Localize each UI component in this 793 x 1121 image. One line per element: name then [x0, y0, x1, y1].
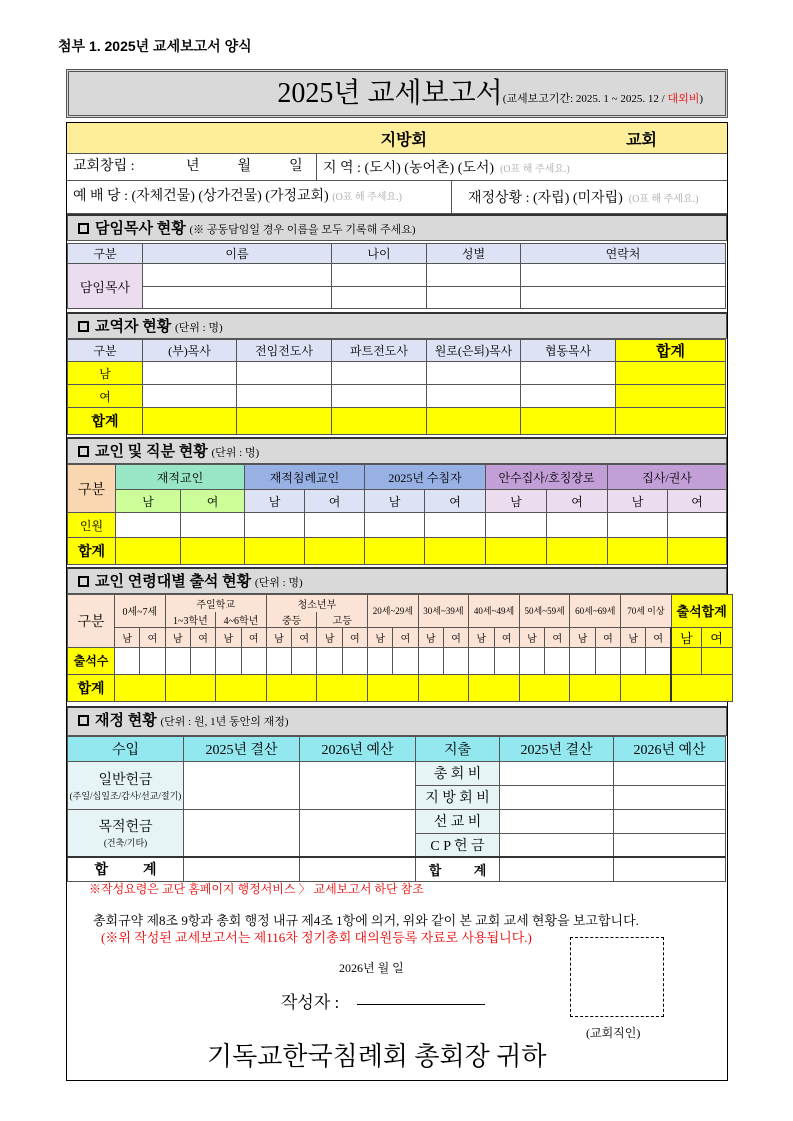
female-header: 여	[292, 627, 317, 647]
founded-field[interactable]	[67, 154, 317, 180]
input-cell[interactable]	[184, 857, 300, 881]
section-title: 교역자 현황	[95, 319, 172, 335]
input-cell[interactable]	[143, 287, 332, 309]
input-cell[interactable]	[332, 362, 427, 385]
input-cell[interactable]	[292, 647, 317, 674]
input-cell[interactable]	[332, 264, 427, 287]
expense-total-label: 합 계	[416, 857, 500, 881]
input-cell[interactable]	[547, 538, 608, 565]
row-label: 담임목사	[68, 264, 143, 309]
input-cell[interactable]	[671, 647, 701, 674]
income-name: 일반헌금	[98, 772, 153, 788]
input-cell[interactable]	[427, 385, 521, 408]
input-cell[interactable]	[300, 761, 416, 809]
input-cell[interactable]	[521, 385, 616, 408]
input-cell[interactable]	[646, 647, 671, 674]
expense-label: 지 방 회 비	[416, 785, 500, 809]
checkbox-icon	[78, 576, 89, 587]
row-label: 구분	[68, 465, 116, 513]
input-cell[interactable]	[237, 362, 332, 385]
income-sub: (건축/기타)	[103, 838, 148, 849]
input-cell[interactable]	[237, 408, 332, 435]
female-header: 여	[140, 627, 165, 647]
input-cell[interactable]	[570, 647, 595, 674]
input-cell[interactable]	[500, 761, 614, 785]
expense-label: 총 회 비	[416, 761, 500, 785]
expense-header: 2025년 결산	[500, 736, 614, 761]
input-cell[interactable]	[621, 647, 646, 674]
table-row	[68, 362, 726, 385]
table-row	[68, 408, 726, 435]
input-cell[interactable]	[181, 513, 245, 538]
notice: (※위 작성된 교세보고서는 제116차 정기총회 대의원등록 자료로 사용됩니다.)	[101, 930, 532, 945]
seal-label: (교회직인)	[586, 1026, 641, 1040]
input-cell[interactable]	[116, 538, 181, 565]
row-label: 구분	[68, 595, 115, 648]
expense-label: 선 교 비	[416, 809, 500, 833]
finance-hint: (O표 해 주세요.)	[628, 193, 699, 205]
input-cell[interactable]	[425, 538, 486, 565]
pastor-section-header	[67, 214, 727, 241]
input-cell[interactable]	[216, 674, 267, 701]
input-cell[interactable]	[332, 287, 427, 309]
male-header: 남	[486, 490, 547, 513]
male-header: 남	[216, 627, 241, 647]
female-header: 여	[190, 627, 215, 647]
period: (교세보고기간: 2025. 1 ~ 2025. 12 /	[502, 93, 668, 105]
input-cell[interactable]	[241, 647, 266, 674]
input-cell[interactable]	[425, 513, 486, 538]
founded-label: 교회창립 :	[73, 159, 135, 174]
row-label: 합계	[68, 538, 116, 565]
input-cell[interactable]	[184, 809, 300, 857]
pastor-table	[67, 243, 726, 309]
header-cell: 원로(은퇴)목사	[427, 340, 521, 362]
day-label: 일	[289, 159, 303, 174]
female-header: 여	[443, 627, 468, 647]
male-header: 남	[365, 490, 425, 513]
section-title: 재정 현황	[95, 712, 157, 729]
input-cell[interactable]	[500, 809, 614, 833]
income-header: 2025년 결산	[184, 736, 300, 761]
checkbox-icon	[78, 715, 89, 726]
group-header: 20세~29세	[368, 595, 419, 628]
group-header: 출석합계	[671, 595, 732, 628]
group-header: 2025년 수침자	[365, 465, 486, 490]
section-unit: (※ 공동담임일 경우 이름을 모두 기록해 주세요)	[189, 224, 416, 236]
row-label: 여	[68, 385, 143, 408]
input-cell[interactable]	[300, 809, 416, 857]
male-header: 남	[266, 627, 291, 647]
input-cell[interactable]	[500, 785, 614, 809]
input-cell[interactable]	[608, 513, 668, 538]
group-header: 0세~7세	[115, 595, 166, 628]
church-name-row	[67, 123, 727, 154]
group-header: 70세 이상	[621, 595, 672, 628]
table-row	[68, 538, 727, 565]
founded-row	[67, 154, 727, 181]
input-cell[interactable]	[616, 362, 726, 385]
input-cell[interactable]	[671, 674, 732, 701]
group-header: 1~3학년	[165, 612, 216, 628]
input-cell[interactable]	[266, 647, 291, 674]
input-cell[interactable]	[300, 857, 416, 881]
input-cell[interactable]	[443, 647, 468, 674]
male-header: 남	[570, 627, 595, 647]
confidential: 대외비	[667, 93, 700, 105]
table-row	[68, 385, 726, 408]
income-name: 목적헌금	[98, 820, 153, 836]
male-header: 남	[418, 627, 443, 647]
group-header: 30세~39세	[418, 595, 469, 628]
male-header: 남	[671, 627, 701, 647]
group-header: 40세~49세	[469, 595, 520, 628]
male-header: 남	[608, 490, 668, 513]
group-header: 4~6학년	[216, 612, 267, 628]
input-cell[interactable]	[140, 647, 165, 674]
header-cell: 파트전도사	[332, 340, 427, 362]
input-cell[interactable]	[614, 833, 726, 857]
seal-box	[570, 937, 664, 1017]
finance-status-field[interactable]: 재정상황 : (자립) (미자립)	[468, 191, 623, 206]
ministers-table	[67, 339, 726, 435]
input-cell[interactable]	[519, 647, 544, 674]
input-cell[interactable]	[486, 538, 547, 565]
section-title: 교인 연령대별 출석 현황	[95, 574, 252, 590]
input-cell[interactable]	[245, 513, 305, 538]
input-cell[interactable]	[116, 513, 181, 538]
group-header: 50세~59세	[519, 595, 570, 628]
section-unit: (단위 : 명)	[211, 447, 260, 459]
table-row	[68, 809, 726, 833]
male-header: 남	[317, 627, 342, 647]
table-row	[68, 761, 726, 785]
year-label: 년	[186, 159, 200, 174]
header-cell: 협동목사	[521, 340, 616, 362]
month-label: 월	[237, 159, 252, 174]
section-title: 교인 및 직분 현황	[95, 444, 208, 460]
female-header: 여	[425, 490, 486, 513]
guide-note: ※작성요령은 교단 홈페이지 행정서비스 〉 교세보고서 하단 참조	[89, 882, 424, 896]
female-header: 여	[305, 490, 365, 513]
row-label: 인원	[68, 513, 116, 538]
row-label: 합계	[68, 674, 115, 701]
header-cell: 성별	[427, 244, 521, 264]
header-cell: 나이	[332, 244, 427, 264]
input-cell[interactable]	[427, 408, 521, 435]
female-header: 여	[545, 627, 570, 647]
input-cell[interactable]	[469, 674, 520, 701]
attendance-table	[67, 594, 733, 702]
input-cell[interactable]	[368, 647, 393, 674]
table-row	[68, 595, 733, 612]
input-cell[interactable]	[216, 647, 241, 674]
input-cell[interactable]	[365, 513, 425, 538]
male-header: 남	[519, 627, 544, 647]
input-cell[interactable]	[332, 408, 427, 435]
input-cell[interactable]	[305, 538, 365, 565]
chapel-row	[67, 181, 727, 214]
female-header: 여	[241, 627, 266, 647]
members-section-header	[67, 437, 727, 464]
input-cell[interactable]	[668, 538, 727, 565]
writer-line[interactable]	[357, 1004, 485, 1005]
input-cell[interactable]	[614, 761, 726, 785]
female-header: 여	[701, 627, 732, 647]
finance-section-header	[67, 706, 727, 736]
report-form	[66, 122, 728, 1081]
members-table	[67, 464, 727, 565]
group-header: 60세~69세	[570, 595, 621, 628]
input-cell[interactable]	[521, 408, 616, 435]
header-cell: 이름	[143, 244, 332, 264]
row-label: 남	[68, 362, 143, 385]
input-cell[interactable]	[317, 647, 342, 674]
input-cell[interactable]	[608, 538, 668, 565]
input-cell[interactable]	[237, 385, 332, 408]
section-unit: (단위 : 원, 1년 동안의 재정)	[160, 715, 289, 728]
male-header: 남	[621, 627, 646, 647]
header-cell: 구분	[68, 340, 143, 362]
table-row	[68, 674, 733, 701]
male-header: 남	[115, 627, 140, 647]
input-cell[interactable]	[165, 647, 190, 674]
input-cell[interactable]	[368, 674, 419, 701]
input-cell[interactable]	[427, 287, 521, 309]
income-total-label: 합 계	[68, 857, 184, 881]
checkbox-icon	[78, 446, 89, 457]
male-header: 남	[116, 490, 181, 513]
group-header: 안수집사/호칭장로	[486, 465, 608, 490]
input-cell[interactable]	[143, 385, 237, 408]
input-cell[interactable]	[143, 264, 332, 287]
group-header: 고등	[317, 612, 368, 628]
section-title: 담임목사 현황	[95, 221, 186, 237]
input-cell[interactable]	[595, 647, 620, 674]
chapel-hint: (O표 해 주세요.)	[332, 192, 402, 203]
table-row	[68, 513, 727, 538]
input-cell[interactable]	[393, 647, 418, 674]
input-cell[interactable]	[190, 647, 215, 674]
checkbox-icon	[78, 223, 89, 234]
table-row	[68, 857, 726, 881]
female-header: 여	[494, 627, 519, 647]
input-cell[interactable]	[342, 647, 367, 674]
district-field[interactable]: 지방회	[380, 131, 427, 149]
input-cell[interactable]	[614, 785, 726, 809]
income-sub: (주일/십일조/감사/선교/절기)	[69, 790, 182, 801]
input-cell[interactable]	[494, 647, 519, 674]
female-header: 여	[668, 490, 727, 513]
male-header: 남	[368, 627, 393, 647]
input-cell[interactable]	[486, 513, 547, 538]
expense-label: C P 헌 금	[416, 833, 500, 857]
church-field[interactable]: 교회	[626, 131, 657, 149]
region-field[interactable]: 지 역 : (도시) (농어촌) (도서)	[323, 161, 495, 176]
input-cell[interactable]	[547, 513, 608, 538]
input-cell[interactable]	[614, 857, 726, 881]
header-cell: (부)목사	[143, 340, 237, 362]
input-cell[interactable]	[143, 362, 237, 385]
input-cell[interactable]	[621, 674, 672, 701]
male-header: 남	[245, 490, 305, 513]
period-close: )	[699, 93, 703, 105]
input-cell[interactable]	[614, 809, 726, 833]
input-cell[interactable]	[184, 761, 300, 809]
input-cell[interactable]	[317, 674, 368, 701]
table-row	[68, 340, 726, 362]
female-header: 여	[595, 627, 620, 647]
header-cell: 전임전도사	[237, 340, 332, 362]
input-cell[interactable]	[427, 362, 521, 385]
writer-label: 작성자 :	[281, 993, 340, 1012]
group-header: 청소년부	[266, 595, 367, 612]
input-cell[interactable]	[570, 674, 621, 701]
input-cell[interactable]	[701, 647, 732, 674]
finance-table	[67, 736, 726, 882]
date: 2026년 월 일	[339, 961, 404, 975]
table-row	[68, 627, 733, 647]
input-cell[interactable]	[500, 857, 614, 881]
input-cell[interactable]	[427, 264, 521, 287]
section-unit: (단위 : 명)	[174, 322, 223, 334]
input-cell[interactable]	[469, 647, 494, 674]
input-cell[interactable]	[143, 408, 237, 435]
input-cell[interactable]	[616, 408, 726, 435]
group-header: 집사/권사	[608, 465, 727, 490]
input-cell[interactable]	[305, 513, 365, 538]
header-cell: 구분	[68, 244, 143, 264]
income-header: 2026년 예산	[300, 736, 416, 761]
ministers-section-header	[67, 312, 727, 339]
table-row	[68, 736, 726, 761]
input-cell[interactable]	[365, 538, 425, 565]
input-cell[interactable]	[266, 674, 317, 701]
input-cell[interactable]	[500, 833, 614, 857]
income-header: 수입	[68, 736, 184, 761]
input-cell[interactable]	[668, 513, 727, 538]
input-cell[interactable]	[245, 538, 305, 565]
region-hint: (O표 해 주세요.)	[500, 163, 570, 175]
input-cell[interactable]	[181, 538, 245, 565]
input-cell[interactable]	[165, 674, 216, 701]
recipient: 기독교한국침례회 총회장 귀하	[207, 1042, 547, 1071]
attachment-title: 첨부 1. 2025년 교세보고서 양식	[58, 38, 252, 54]
row-label: 출석수	[68, 647, 115, 674]
chapel-label: 예 배 당 : (자체건물) (상가건물) (가정교회)	[73, 189, 329, 204]
female-header: 여	[393, 627, 418, 647]
report-title	[66, 69, 728, 118]
male-header: 남	[469, 627, 494, 647]
input-cell[interactable]	[418, 647, 443, 674]
input-cell[interactable]	[115, 674, 166, 701]
title-main: 2025년 교세보고서	[277, 78, 503, 109]
table-row	[68, 647, 733, 674]
group-header: 재적교인	[116, 465, 245, 490]
input-cell[interactable]	[521, 264, 726, 287]
female-header: 여	[547, 490, 608, 513]
female-header: 여	[646, 627, 671, 647]
input-cell[interactable]	[545, 647, 570, 674]
male-header: 남	[165, 627, 190, 647]
input-cell[interactable]	[521, 362, 616, 385]
statement: 총회규약 제8조 9항과 총회 행정 내규 제4조 1항에 의거, 위와 같이 본 교회 교세 현황을 보고합니다.	[93, 913, 639, 928]
female-header: 여	[342, 627, 367, 647]
checkbox-icon	[78, 321, 89, 332]
table-row	[68, 490, 727, 513]
group-header: 주일학교	[165, 595, 266, 612]
input-cell[interactable]	[115, 647, 140, 674]
group-header: 중등	[266, 612, 317, 628]
header-cell: 연락처	[521, 244, 726, 264]
income-label	[68, 761, 184, 809]
female-header: 여	[181, 490, 245, 513]
expense-header: 2026년 예산	[614, 736, 726, 761]
section-unit: (단위 : 명)	[254, 577, 303, 589]
group-header: 재적침례교인	[245, 465, 365, 490]
input-cell[interactable]	[332, 385, 427, 408]
row-label: 합계	[68, 408, 143, 435]
input-cell[interactable]	[616, 385, 726, 408]
input-cell[interactable]	[519, 674, 570, 701]
chapel-field[interactable]	[67, 181, 452, 213]
attendance-section-header	[67, 567, 727, 594]
expense-header: 지출	[416, 736, 500, 761]
table-row	[68, 465, 727, 490]
input-cell[interactable]	[521, 287, 726, 309]
header-cell: 합계	[616, 340, 726, 362]
income-label	[68, 809, 184, 857]
input-cell[interactable]	[418, 674, 469, 701]
